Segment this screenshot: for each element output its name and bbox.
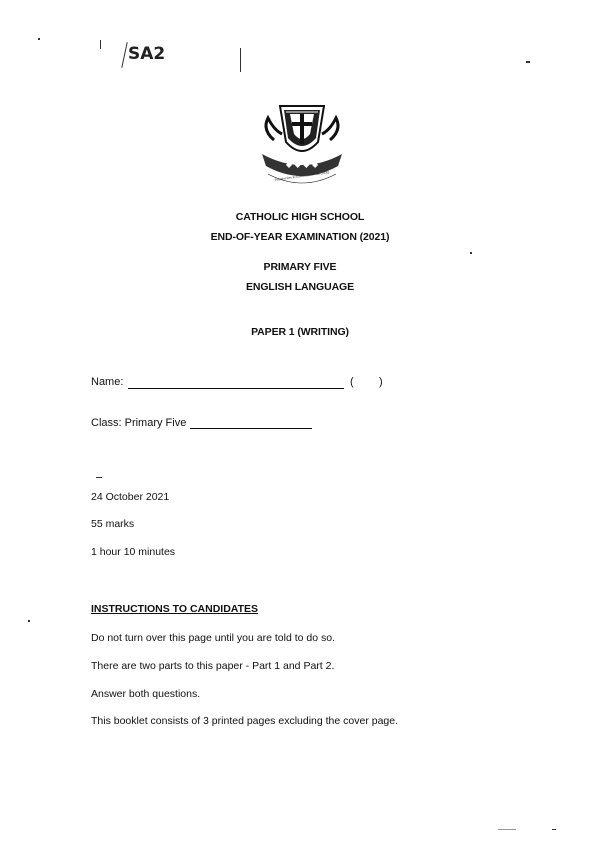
index-number-field[interactable]: [358, 388, 372, 389]
school-name: CATHOLIC HIGH SCHOOL: [235, 211, 365, 223]
instruction-item: There are two parts to this paper - Part 1 and Part 2.: [91, 660, 335, 672]
index-close-bracket: ): [379, 376, 383, 388]
instruction-item: Do not turn over this page until you are told to do so.: [91, 632, 335, 644]
level-title: PRIMARY FIVE: [263, 261, 337, 273]
scan-mark: [38, 38, 40, 40]
name-label: Name:: [91, 376, 124, 388]
scan-mark: [526, 61, 530, 63]
subject-title: ENGLISH LANGUAGE: [245, 281, 355, 293]
paper-tag: SA2: [128, 44, 166, 64]
scan-mark: [240, 48, 241, 72]
scan-mark: [96, 477, 102, 478]
scan-mark: [470, 252, 472, 254]
instructions-title: INSTRUCTIONS TO CANDIDATES: [91, 603, 259, 615]
scan-mark: [498, 829, 516, 830]
class-label: Class: Primary Five: [91, 417, 187, 429]
instruction-item: This booklet consists of 3 printed pages excluding the cover page.: [91, 715, 399, 727]
scan-mark: [552, 829, 556, 830]
paper-title: PAPER 1 (WRITING): [251, 326, 349, 338]
name-input-line[interactable]: [128, 388, 344, 389]
class-input-line[interactable]: [190, 428, 312, 429]
crest-motto: Founder Rev Fr Edward Becheras (1935): [274, 170, 330, 182]
exam-date: 24 October 2021: [91, 491, 170, 503]
scan-mark: [28, 620, 30, 622]
exam-duration: 1 hour 10 minutes: [91, 546, 176, 558]
svg-text:◆ ◆ ◆ ◆: ◆ ◆ ◆ ◆: [285, 160, 319, 169]
instruction-item: Answer both questions.: [91, 688, 201, 700]
school-crest-icon: [252, 100, 352, 192]
exam-title: END-OF-YEAR EXAMINATION (2021): [210, 231, 390, 243]
scan-mark: [121, 42, 127, 68]
total-marks: 55 marks: [91, 518, 135, 530]
index-open-bracket: (: [350, 376, 354, 388]
scan-mark: [100, 40, 101, 49]
